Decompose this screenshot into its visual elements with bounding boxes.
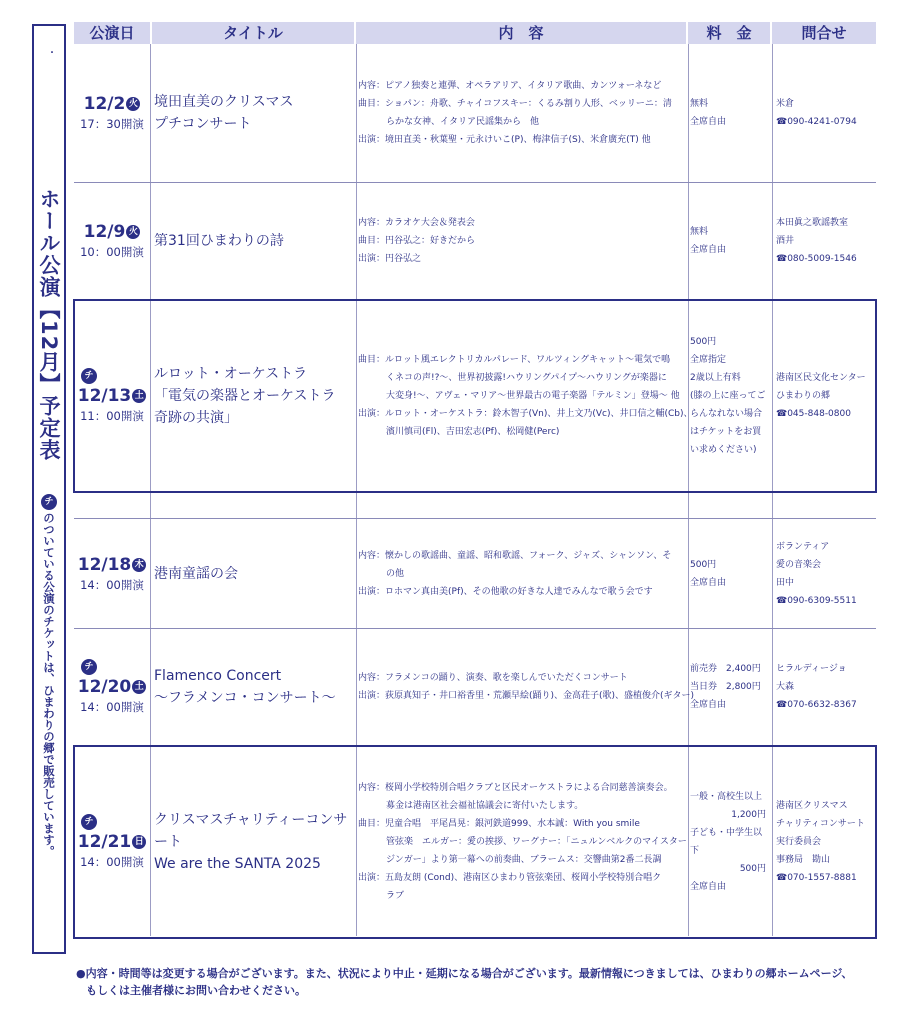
fee-cell	[690, 300, 770, 492]
fee-line: (膝の上に座ってご	[690, 391, 766, 401]
content-cell	[358, 183, 688, 298]
fee-cell	[690, 629, 770, 745]
contact-line: 本田眞之歌謡教室	[776, 217, 849, 228]
content-cell	[358, 519, 688, 628]
fee-line: 全席自由	[690, 117, 727, 127]
content-line: 内容：フラメンコの踊り、演奏、歌を楽しんでいただくコンサート	[358, 673, 628, 683]
fee-line: 子ども・中学生以下	[690, 828, 763, 856]
content-line: 大変身!～、アヴェ・マリア～世界最古の電子楽器「テルミン」登場～ 他	[386, 391, 680, 401]
title-cell	[154, 183, 354, 298]
contact-line: ☎045-848-0800	[776, 409, 851, 419]
title-line: ルロット・オーケストラ	[154, 366, 308, 382]
content-line: 内容：桜岡小学校特別合唱クラブと区民オーケストラによる合同慈善演奏会。	[358, 783, 673, 793]
content-line: 曲目：ショパン：舟歌、チャイコフスキー：くるみ割り人形、ベッリーニ：清	[358, 99, 672, 109]
header-contact: 問合せ	[772, 22, 876, 44]
schedule-title: ホール公演【12月】予定表	[37, 188, 61, 462]
fee-cell	[690, 746, 770, 938]
performance-date: 12/9	[83, 221, 126, 242]
title-cell	[154, 519, 354, 628]
fee-line: 500円	[739, 864, 766, 874]
fee-line: 500円	[690, 559, 717, 570]
header-fee: 料 金	[688, 22, 770, 44]
title-line: クリスマスチャリティーコンサート	[154, 812, 348, 850]
title-line: 「電気の楽器とオーケストラ	[154, 388, 336, 404]
start-time: 17：30開演	[80, 117, 144, 131]
ticket-badge-icon: チ	[81, 814, 97, 830]
content-line: 管弦楽 エルガー：愛の挨拶、ワーグナー：「ニュルンベルクのマイスター	[386, 837, 687, 847]
contact-line: 愛の音楽会	[776, 559, 822, 570]
start-time: 11：00開演	[80, 409, 144, 423]
content-line: くネコの声!?～、世界初披露!ハウリングパイプ～ハウリングが楽器に	[386, 373, 667, 383]
date-cell	[74, 519, 150, 628]
title-line: プチコンサート	[154, 116, 252, 132]
fee-cell	[690, 44, 770, 182]
footer-line: もしくは主催者様にお問い合わせください。	[86, 984, 306, 997]
contact-line: 酒井	[776, 235, 795, 246]
date-cell	[74, 746, 150, 938]
content-cell	[358, 629, 694, 745]
ticket-badge-icon: チ	[81, 368, 97, 384]
weekday-badge: 火	[126, 225, 140, 239]
footer-note	[76, 965, 886, 999]
table-row	[74, 44, 876, 182]
contact-line: ボランティア	[776, 541, 830, 552]
table-row	[74, 746, 876, 938]
fee-line: 一般・高校生以上	[690, 792, 763, 802]
performance-date: 12/20	[77, 677, 132, 697]
contact-line: ☎070-1557-8881	[776, 873, 857, 883]
content-line: 内容：カラオケ大会＆発表会	[358, 217, 475, 228]
contact-cell	[776, 44, 876, 182]
contact-line: 大森	[776, 682, 795, 692]
contact-line: 事務局 勘山	[776, 855, 831, 865]
start-time: 14：00開演	[80, 855, 144, 869]
title-line: We are the SANTA 2025	[154, 856, 321, 872]
fee-cell	[690, 183, 770, 298]
weekday-badge: 火	[126, 97, 140, 111]
contact-line: チャリティコンサート	[776, 819, 865, 829]
title-line: ～フラメンコ・コンサート～	[154, 690, 336, 706]
content-cell	[358, 44, 688, 182]
content-line: 出演：境田直美・秋葉聖・元永けいこ(P)、梅津信子(S)、米倉廣充(T) 他	[358, 135, 651, 145]
start-time: 10：00開演	[80, 244, 144, 259]
contact-line: ☎090-6309-5511	[776, 595, 857, 606]
fee-line: 全席自由	[690, 244, 727, 255]
fee-line: 1,200円	[731, 810, 766, 820]
table-row	[74, 183, 876, 298]
contact-cell	[776, 519, 876, 628]
sidebar-bullet: ・	[47, 48, 57, 59]
contact-line: 港南区クリスマス	[776, 801, 848, 811]
date-cell	[74, 44, 150, 182]
content-line: 出演：ルロット・オーケストラ：鈴木智子(Vn)、井上文乃(Vc)、井口信之輔(Cb)、	[358, 409, 693, 419]
ticket-badge-icon: チ	[41, 494, 57, 510]
fee-line: 当日券 2,800円	[690, 682, 761, 692]
fee-line: 全席自由	[690, 882, 727, 892]
start-time: 14：00開演	[80, 577, 144, 592]
ticket-badge-icon: チ	[81, 659, 97, 675]
contact-cell	[776, 300, 876, 492]
date-cell	[74, 629, 150, 745]
title-cell	[154, 746, 354, 938]
fee-line: はチケットをお買	[690, 427, 762, 437]
title-cell	[154, 300, 354, 492]
table-row	[74, 519, 876, 628]
contact-line: ひまわりの郷	[776, 391, 831, 401]
content-line: らかな女神、イタリア民謡集から 他	[386, 117, 540, 127]
fee-line: 全席自由	[690, 577, 727, 588]
performance-date: 12/2	[83, 94, 126, 114]
content-line: 濱川慎司(Fl)、吉田宏志(Pf)、松岡健(Perc)	[386, 427, 560, 437]
title-line: 奇跡の共演」	[154, 410, 238, 426]
start-time: 14：00開演	[80, 700, 144, 714]
content-line: 出演：ロホマン真由美(Pf)、その他歌の好きな人達でみんなで歌う会です	[358, 586, 653, 597]
content-cell	[358, 300, 693, 492]
table-row	[74, 300, 876, 492]
title-cell	[154, 44, 354, 182]
header-content: 内 容	[356, 22, 686, 44]
footer-line: ●内容・時間等は変更する場合がございます。また、状況により中止・延期になる場合がございます。最新情報につきましては、ひまわりの郷ホームページ、	[76, 967, 853, 980]
date-cell	[74, 300, 150, 492]
title-cell	[154, 629, 354, 745]
fee-line: 全席自由	[690, 700, 727, 710]
table-header	[74, 22, 876, 44]
fee-line: 無料	[690, 99, 709, 109]
contact-line: ☎070-6632-8367	[776, 700, 857, 710]
date-cell	[74, 183, 150, 298]
contact-cell	[776, 746, 876, 938]
content-cell	[358, 746, 688, 938]
weekday-badge: 木	[132, 558, 146, 572]
contact-line: 米倉	[776, 99, 795, 109]
weekday-badge: 日	[132, 835, 146, 849]
contact-cell	[776, 629, 876, 745]
performance-date: 12/13	[77, 386, 132, 406]
header-title: タイトル	[152, 22, 354, 44]
title-line: 境田直美のクリスマス	[154, 94, 294, 110]
contact-line: ヒラルディージョ	[776, 664, 847, 674]
content-line: 曲目：児童合唱 平尾昌晃：銀河鉄道999、水本誠：With you smile	[358, 819, 640, 829]
performance-date: 12/21	[77, 832, 132, 852]
sidebar-title-box	[32, 24, 66, 954]
fee-line: 500円	[690, 337, 717, 347]
content-line: 内容：ピアノ独奏と連弾、オペラアリア、イタリア歌曲、カンツォーネなど	[358, 81, 662, 91]
fee-line: 前売券 2,400円	[690, 664, 761, 674]
content-line: 出演：荻原真知子・井口裕香里・荒瀬早絵(踊り)、金高荘子(歌)、盛植俊介(ギター)	[358, 691, 694, 701]
fee-cell	[690, 519, 770, 628]
fee-line: 全席指定	[690, 355, 727, 365]
weekday-badge: 土	[132, 389, 146, 403]
contact-line: 港南区民文化センター	[776, 373, 866, 383]
contact-line: ☎080-5009-1546	[776, 253, 857, 264]
fee-line: 2歳以上有料	[690, 373, 741, 383]
title-line: 港南童謡の会	[154, 565, 238, 582]
contact-line: ☎090-4241-0794	[776, 117, 857, 127]
contact-line: 実行委員会	[776, 837, 822, 847]
fee-line: 無料	[690, 226, 709, 237]
ticket-note-text: のついている公演のチケットは、ひまわりの郷で販売しています。	[42, 512, 56, 857]
content-line: 内容：懐かしの歌謡曲、童謡、昭和歌謡、フォーク、ジャズ、シャンソン、そ	[358, 550, 672, 561]
content-line: 曲目：円谷弘之：好きだから	[358, 235, 476, 246]
table-row	[74, 629, 876, 745]
title-line: Flamenco Concert	[154, 668, 282, 684]
contact-cell	[776, 183, 876, 298]
content-line: 曲目：ルロット風エレクトリカルパレード、ワルツィングキャット～電気で鳴	[358, 355, 671, 365]
fee-line: らんなれない場合	[690, 409, 763, 419]
content-line: 出演：五島友朗 (Cond)、港南区ひまわり管弦楽団、桜岡小学校特別合唱ク	[358, 873, 662, 883]
content-line: の他	[386, 568, 405, 579]
contact-line: 田中	[776, 577, 795, 588]
content-line: ラブ	[386, 891, 405, 901]
content-line: 出演：円谷弘之	[358, 253, 422, 264]
ticket-note	[38, 494, 60, 857]
content-line: ジンガー」より第一幕への前奏曲、ブラームス：交響曲第2番二長調	[386, 855, 662, 865]
fee-line: い求めください)	[690, 445, 757, 455]
content-line: 募金は港南区社会福祉協議会に寄付いたします。	[386, 801, 584, 811]
performance-date: 12/18	[77, 554, 132, 575]
weekday-badge: 土	[132, 680, 146, 694]
title-line: 第31回ひまわりの詩	[154, 232, 284, 249]
header-date: 公演日	[74, 22, 150, 44]
